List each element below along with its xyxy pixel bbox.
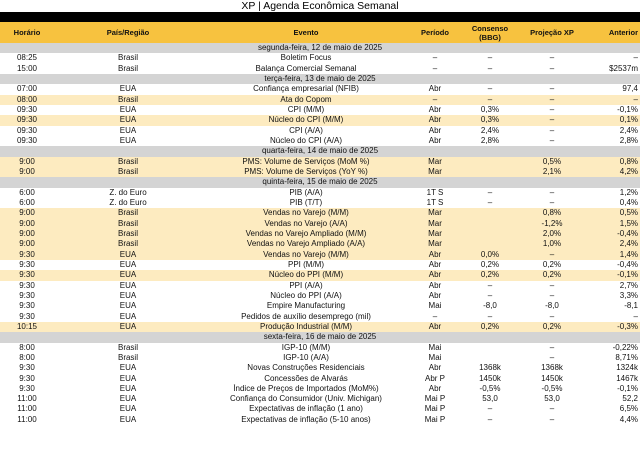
table-row — [0, 281, 640, 291]
header-consensus-line1: Consenso — [471, 23, 509, 33]
cell-consensus: – — [487, 404, 493, 414]
cell-projection: – — [549, 135, 555, 145]
table-row — [0, 167, 640, 177]
cell-country: Brasil — [117, 53, 138, 63]
cell-consensus: 53,0 — [482, 394, 498, 404]
cell-period: Mar — [428, 166, 442, 176]
cell-country: EUA — [119, 115, 137, 125]
cell-country: Z. do Euro — [109, 187, 147, 197]
cell-event: Núcleo do CPI (M/M) — [268, 115, 344, 125]
cell-previous: -0,1% — [617, 270, 638, 280]
cell-period: Abr — [428, 363, 442, 373]
cell-period: Abr — [428, 125, 442, 135]
cell-period: 1T S — [426, 197, 444, 207]
cell-consensus: – — [487, 414, 493, 424]
cell-time: 9:30 — [19, 311, 35, 321]
cell-time: 9:30 — [19, 301, 35, 311]
cell-country: Brasil — [117, 208, 138, 218]
cell-projection: 0,2% — [542, 259, 562, 269]
cell-period: Mar — [428, 239, 442, 249]
cell-projection: -1,2% — [541, 218, 563, 228]
cell-event: PIB (A/A) — [289, 187, 323, 197]
cell-previous: 2,4% — [619, 125, 638, 135]
cell-projection: – — [549, 53, 555, 63]
cell-consensus: – — [487, 94, 493, 104]
cell-country: Brasil — [117, 63, 138, 73]
table-row — [0, 250, 640, 260]
cell-period: Mai — [428, 301, 442, 311]
cell-previous: 0,1% — [619, 115, 638, 125]
cell-event: Vendas no Varejo (M/M) — [263, 249, 349, 259]
table-row — [0, 260, 640, 270]
table-row — [0, 374, 640, 384]
cell-previous: 0,4% — [619, 197, 638, 207]
cell-projection: – — [549, 94, 555, 104]
cell-previous: – — [633, 311, 638, 321]
table-row — [0, 301, 640, 311]
cell-country: EUA — [119, 104, 137, 114]
cell-projection: 0,8% — [542, 208, 562, 218]
header-period: Período — [421, 28, 449, 37]
cell-time: 11:00 — [17, 414, 37, 424]
table-row — [0, 157, 640, 167]
cell-consensus: 2,8% — [480, 135, 500, 145]
cell-period: Abr — [428, 280, 442, 290]
cell-period: Abr — [428, 290, 442, 300]
cell-projection: – — [549, 290, 555, 300]
cell-country: Brasil — [117, 94, 138, 104]
cell-previous: 6,5% — [619, 404, 638, 414]
cell-country: EUA — [119, 373, 137, 383]
cell-time: 08:25 — [16, 53, 38, 63]
table-row — [0, 229, 640, 239]
cell-previous: 4,4% — [619, 414, 638, 424]
cell-country: EUA — [119, 125, 137, 135]
table-row — [0, 198, 640, 208]
table-row — [0, 208, 640, 218]
table-row — [0, 64, 640, 74]
cell-country: EUA — [119, 311, 137, 321]
cell-event: Pedidos de auxílio desemprego (mil) — [241, 311, 371, 321]
cell-event: Ata do Copom — [280, 94, 332, 104]
cell-projection: – — [549, 104, 555, 114]
cell-previous: 3,3% — [619, 290, 638, 300]
cell-country: EUA — [119, 301, 137, 311]
cell-consensus: 2,4% — [480, 125, 500, 135]
cell-period: Mar — [428, 156, 442, 166]
day-separator: sexta-feira, 16 de maio de 2025 — [0, 332, 640, 342]
cell-time: 9:30 — [19, 259, 35, 269]
table-row — [0, 239, 640, 249]
cell-previous: -0,4% — [617, 259, 638, 269]
cell-consensus: -0,5% — [479, 383, 501, 393]
cell-period: Abr — [428, 249, 442, 259]
cell-projection: – — [549, 249, 555, 259]
cell-consensus: 0,2% — [480, 321, 500, 331]
cell-period: Mar — [428, 218, 442, 228]
cell-period: Abr P — [424, 373, 445, 383]
cell-period: Mai P — [424, 404, 446, 414]
cell-projection: 0,2% — [542, 270, 562, 280]
cell-period: – — [432, 53, 438, 63]
header-consensus — [460, 24, 520, 42]
cell-event: PPI (A/A) — [289, 280, 323, 290]
cell-country: Brasil — [117, 342, 138, 352]
cell-event: PIB (T/T) — [289, 197, 323, 207]
table-row — [0, 353, 640, 363]
cell-previous: 4,2% — [619, 166, 638, 176]
table-row — [0, 95, 640, 105]
header-previous: Anterior — [608, 28, 638, 37]
cell-country: EUA — [119, 414, 137, 424]
cell-event: Núcleo do PPI (M/M) — [268, 270, 344, 280]
cell-projection: 2,0% — [542, 228, 562, 238]
cell-period: Abr — [428, 321, 442, 331]
cell-time: 9:30 — [19, 363, 35, 373]
cell-consensus: -8,0 — [483, 301, 497, 311]
cell-country: EUA — [119, 394, 137, 404]
cell-projection: -8,0 — [545, 301, 559, 311]
cell-previous: -0,1% — [617, 383, 638, 393]
cell-time: 08:00 — [16, 94, 38, 104]
table-row — [0, 312, 640, 322]
day-separator: quarta-feira, 14 de maio de 2025 — [0, 146, 640, 156]
cell-time: 9:30 — [19, 270, 35, 280]
page-title: XP | Agenda Econômica Semanal — [241, 0, 399, 12]
cell-period: Abr — [428, 259, 442, 269]
cell-country: EUA — [119, 270, 137, 280]
cell-previous: – — [633, 53, 638, 63]
cell-country: EUA — [119, 383, 137, 393]
cell-projection: – — [549, 404, 555, 414]
cell-period: Mar — [428, 208, 442, 218]
cell-previous: 1,4% — [619, 249, 638, 259]
cell-time: 9:30 — [19, 373, 35, 383]
header-projection: Projeção XP — [530, 28, 574, 37]
cell-time: 09:30 — [16, 135, 38, 145]
cell-consensus: 0,3% — [480, 104, 500, 114]
cell-consensus: 0,2% — [480, 270, 500, 280]
cell-event: PMS: Volume de Serviços (MoM %) — [242, 156, 370, 166]
cell-projection: – — [549, 115, 555, 125]
cell-consensus: – — [487, 63, 493, 73]
cell-consensus: 0,0% — [480, 249, 500, 259]
cell-period: Mai P — [424, 414, 446, 424]
cell-event: Empire Manufacturing — [266, 301, 346, 311]
cell-time: 11:00 — [17, 394, 37, 404]
cell-country: EUA — [119, 363, 137, 373]
cell-consensus: 1368k — [479, 363, 501, 373]
cell-country: Brasil — [117, 166, 138, 176]
cell-previous: – — [633, 94, 638, 104]
cell-period: Abr — [428, 135, 442, 145]
cell-projection: – — [549, 197, 555, 207]
cell-event: Expectativas de inflação (5-10 anos) — [241, 414, 371, 424]
cell-time: 9:00 — [19, 166, 35, 176]
cell-previous: -0,4% — [617, 228, 638, 238]
cell-consensus: 0,2% — [480, 259, 500, 269]
cell-previous: 8,71% — [615, 352, 638, 362]
cell-time: 9:00 — [19, 218, 35, 228]
cell-projection: 1,0% — [542, 239, 562, 249]
cell-period: Mai — [428, 352, 442, 362]
table-row — [0, 394, 640, 404]
cell-previous: 1,5% — [619, 218, 638, 228]
cell-consensus: – — [487, 53, 493, 63]
cell-country: Brasil — [117, 239, 138, 249]
cell-previous: 2,4% — [619, 239, 638, 249]
day-separator: terça-feira, 13 de maio de 2025 — [0, 74, 640, 84]
cell-projection: – — [549, 125, 555, 135]
cell-time: 15:00 — [16, 63, 38, 73]
cell-previous: -0,22% — [612, 342, 638, 352]
cell-period: Mai P — [424, 394, 446, 404]
header-country: País/Região — [106, 28, 150, 37]
cell-country: EUA — [119, 84, 137, 94]
cell-time: 07:00 — [16, 84, 38, 94]
cell-projection: 1368k — [541, 363, 563, 373]
cell-period: – — [432, 94, 438, 104]
cell-consensus: – — [487, 290, 493, 300]
table-row — [0, 115, 640, 125]
cell-country: EUA — [119, 259, 137, 269]
table-row — [0, 84, 640, 94]
cell-event: Concessões de Alvarás — [264, 373, 348, 383]
cell-event: Confiança empresarial (NFIB) — [253, 84, 359, 94]
cell-time: 6:00 — [19, 197, 35, 207]
cell-projection: – — [549, 311, 555, 321]
cell-time: 8:00 — [19, 352, 35, 362]
cell-country: Brasil — [117, 228, 138, 238]
cell-time: 11:00 — [17, 404, 37, 414]
cell-projection: – — [549, 352, 555, 362]
cell-country: Z. do Euro — [109, 197, 147, 207]
cell-event: Vendas no Varejo Ampliado (M/M) — [245, 228, 367, 238]
header-event: Evento — [293, 28, 319, 37]
cell-previous: -0,1% — [617, 104, 638, 114]
cell-previous: 2,8% — [619, 135, 638, 145]
cell-event: Núcleo do PPI (A/A) — [270, 290, 342, 300]
table-row — [0, 384, 640, 394]
cell-period: – — [432, 63, 438, 73]
day-separator: quinta-feira, 15 de maio de 2025 — [0, 177, 640, 187]
header-consensus-line2: (BBG) — [479, 32, 501, 42]
table-body — [0, 43, 640, 425]
cell-time: 09:30 — [16, 104, 38, 114]
cell-country: EUA — [119, 290, 137, 300]
cell-country: Brasil — [117, 352, 138, 362]
cell-period: 1T S — [426, 187, 444, 197]
cell-previous: $2537m — [609, 63, 638, 73]
cell-projection: 53,0 — [544, 394, 560, 404]
cell-country: EUA — [119, 249, 137, 259]
table-row — [0, 219, 640, 229]
cell-projection: 0,2% — [542, 321, 562, 331]
cell-previous: 52,2 — [622, 394, 638, 404]
table-row — [0, 105, 640, 115]
table-row — [0, 404, 640, 414]
cell-previous: -0,3% — [617, 321, 638, 331]
cell-projection: – — [549, 414, 555, 424]
day-separator: segunda-feira, 12 de maio de 2025 — [0, 43, 640, 53]
cell-previous: 2,7% — [619, 280, 638, 290]
cell-event: Balança Comercial Semanal — [255, 63, 357, 73]
cell-event: IGP-10 (M/M) — [281, 342, 331, 352]
cell-time: 9:30 — [19, 383, 35, 393]
cell-time: 10:15 — [16, 321, 38, 331]
cell-event: Novas Construções Residenciais — [247, 363, 365, 373]
table-row — [0, 188, 640, 198]
cell-event: Produção Industrial (M/M) — [259, 321, 353, 331]
cell-period: Abr — [428, 270, 442, 280]
cell-period: Mar — [428, 228, 442, 238]
cell-consensus: – — [487, 187, 493, 197]
table-row — [0, 322, 640, 332]
cell-event: Vendas no Varejo Ampliado (A/A) — [246, 239, 366, 249]
cell-consensus: 0,3% — [480, 115, 500, 125]
cell-projection: – — [549, 63, 555, 73]
cell-event: PPI (M/M) — [288, 259, 324, 269]
cell-consensus: – — [487, 311, 493, 321]
cell-event: CPI (M/M) — [287, 104, 325, 114]
cell-time: 09:30 — [16, 125, 38, 135]
cell-projection: -0,5% — [541, 383, 563, 393]
cell-previous: 1324k — [616, 363, 638, 373]
cell-previous: 97,4 — [622, 84, 638, 94]
cell-time: 8:00 — [19, 342, 35, 352]
cell-previous: 0,5% — [619, 208, 638, 218]
cell-projection: – — [549, 342, 555, 352]
cell-projection: – — [549, 84, 555, 94]
cell-consensus: – — [487, 84, 493, 94]
cell-projection: – — [549, 187, 555, 197]
table-row — [0, 136, 640, 146]
cell-projection: 2,1% — [542, 166, 562, 176]
cell-time: 9:00 — [19, 228, 35, 238]
cell-event: Vendas no Varejo (A/A) — [264, 218, 348, 228]
cell-time: 9:00 — [19, 208, 35, 218]
cell-projection: – — [549, 280, 555, 290]
table-row — [0, 53, 640, 63]
cell-period: Abr — [428, 115, 442, 125]
cell-time: 6:00 — [19, 187, 35, 197]
cell-period: Abr — [428, 84, 442, 94]
table-row — [0, 126, 640, 136]
cell-event: Expectativas de inflação (1 ano) — [249, 404, 363, 414]
cell-previous: 1,2% — [619, 187, 638, 197]
cell-previous: 0,8% — [619, 156, 638, 166]
cell-period: Mai — [428, 342, 442, 352]
cell-country: Brasil — [117, 218, 138, 228]
cell-country: Brasil — [117, 156, 138, 166]
cell-period: – — [432, 311, 438, 321]
cell-event: IGP-10 (A/A) — [283, 352, 329, 362]
cell-country: EUA — [119, 280, 137, 290]
cell-country: EUA — [119, 404, 137, 414]
cell-time: 9:30 — [19, 249, 35, 259]
cell-previous: -8,1 — [624, 301, 638, 311]
cell-time: 9:30 — [19, 290, 35, 300]
table-row — [0, 363, 640, 373]
cell-time: 9:00 — [19, 156, 35, 166]
title-divider-bar — [0, 12, 640, 22]
cell-period: Abr — [428, 383, 442, 393]
cell-time: 9:30 — [19, 280, 35, 290]
cell-projection: 0,5% — [542, 156, 562, 166]
cell-event: Vendas no Varejo (M/M) — [263, 208, 349, 218]
table-row — [0, 270, 640, 280]
cell-projection: 1450k — [541, 373, 563, 383]
table-header — [0, 22, 640, 43]
cell-country: EUA — [119, 321, 137, 331]
cell-time: 09:30 — [16, 115, 38, 125]
cell-event: Núcleo do CPI (A/A) — [269, 135, 343, 145]
table-row — [0, 291, 640, 301]
cell-event: CPI (A/A) — [289, 125, 323, 135]
table-row — [0, 415, 640, 425]
header-time: Horário — [13, 28, 41, 37]
cell-event: Boletim Focus — [280, 53, 332, 63]
cell-time: 9:00 — [19, 239, 35, 249]
cell-consensus: 1450k — [479, 373, 501, 383]
cell-event: PMS: Volume de Serviços (YoY %) — [244, 166, 368, 176]
cell-period: Abr — [428, 104, 442, 114]
table-row — [0, 343, 640, 353]
cell-country: EUA — [119, 135, 137, 145]
cell-event: Confiança do Consumidor (Univ. Michigan) — [230, 394, 382, 404]
cell-previous: 1467k — [616, 373, 638, 383]
cell-event: Índice de Preços de Importados (MoM%) — [233, 383, 379, 393]
cell-consensus: – — [487, 280, 493, 290]
cell-consensus: – — [487, 197, 493, 207]
